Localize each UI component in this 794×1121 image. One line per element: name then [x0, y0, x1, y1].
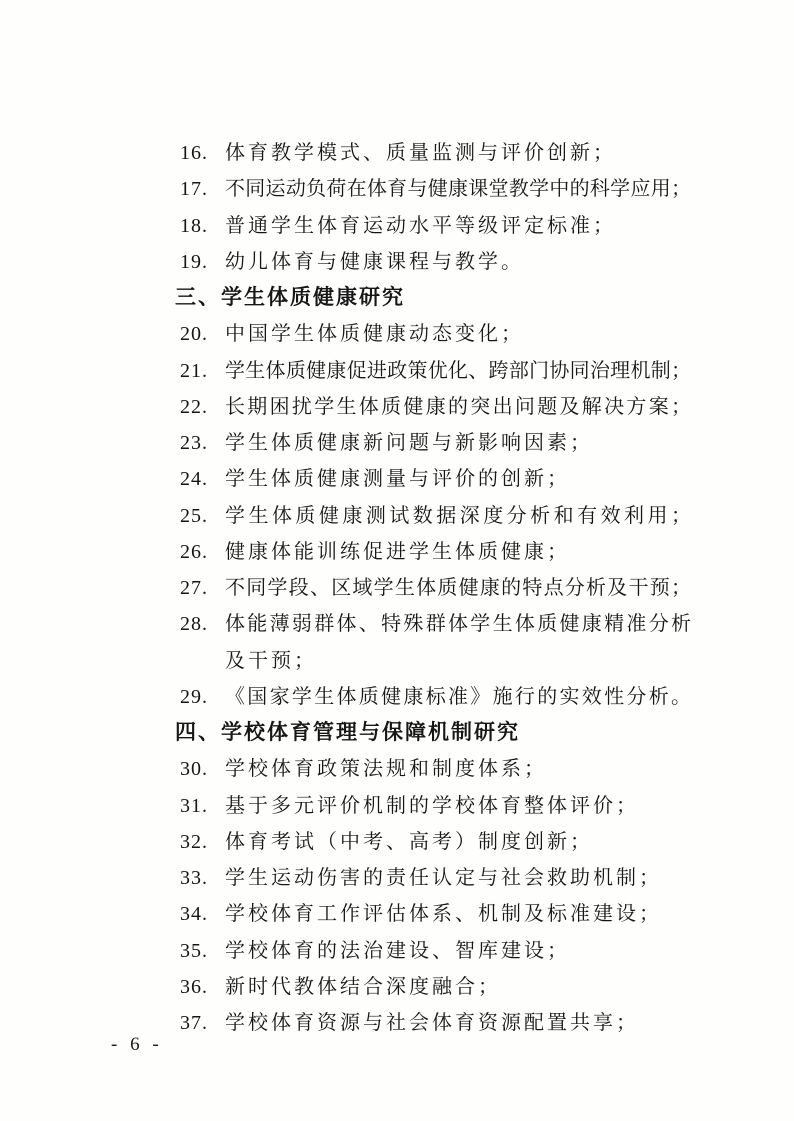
item-text: 不同学段、区域学生体质健康的特点分析及干预； [225, 577, 691, 599]
list-item [180, 244, 692, 280]
item-text: 体能薄弱群体、特殊群体学生体质健康精准分析 [225, 613, 691, 636]
section-heading-text: 三、学生体质健康研究 [175, 286, 405, 309]
section-heading-text: 四、学校体育管理与保障机制研究 [175, 721, 520, 744]
list-item [180, 353, 692, 389]
list-item [180, 1005, 692, 1041]
list-item [180, 461, 692, 497]
item-number: 20. [180, 323, 208, 346]
item-text: 学生体质健康促进政策优化、跨部门协同治理机制； [225, 359, 691, 382]
item-number: 23. [180, 432, 208, 454]
item-number: 25. [180, 504, 208, 527]
item-number: 28. [180, 613, 208, 636]
page-number: - 6 - [111, 1034, 163, 1055]
item-number: 26. [180, 540, 208, 563]
item-text: 及干预； [225, 649, 317, 672]
item-number: 36. [180, 975, 208, 998]
list-item [180, 171, 692, 207]
item-text: 学生体质健康新问题与新影响因素； [225, 432, 593, 454]
item-text: 中国学生体质健康动态变化； [225, 323, 524, 346]
item-text: 学校体育的法治建设、智库建设； [225, 939, 570, 962]
item-number: 35. [180, 939, 208, 962]
list-item [180, 788, 692, 824]
item-text: 学校体育资源与社会体育资源配置共享； [225, 1012, 639, 1034]
item-number: 31. [180, 794, 208, 817]
item-number: 17. [180, 178, 208, 201]
list-item [180, 824, 692, 860]
item-number: 19. [180, 250, 208, 273]
section-heading [175, 280, 692, 316]
item-number: 30. [180, 758, 208, 781]
item-text: 学生体质健康测量与评价的创新； [225, 468, 570, 491]
item-number: 33. [180, 867, 208, 889]
list-item [180, 316, 692, 352]
item-text: 新时代教体结合深度融合； [225, 975, 501, 998]
item-text: 学生体质健康测试数据深度分析和有效利用； [225, 504, 691, 527]
topic-list [175, 135, 692, 1041]
list-item [180, 534, 692, 570]
list-item [180, 389, 692, 425]
item-text: 长期困扰学生体质健康的突出问题及解决方案； [225, 395, 691, 418]
list-item [180, 969, 692, 1005]
list-item [180, 570, 692, 606]
item-text: 体育考试（中考、高考）制度创新； [225, 830, 593, 853]
item-text: 幼儿体育与健康课程与教学。 [225, 250, 524, 273]
item-number: 16. [180, 142, 208, 164]
list-item-continuation [180, 643, 692, 679]
list-item [180, 135, 692, 171]
list-item [180, 896, 692, 932]
list-item [180, 679, 692, 715]
list-item [180, 860, 692, 896]
list-item [180, 208, 692, 244]
item-number: 24. [180, 468, 208, 491]
list-item [180, 606, 692, 642]
item-number: 18. [180, 214, 208, 237]
item-text: 《国家学生体质健康标准》施行的实效性分析。 [225, 685, 691, 708]
item-number: 32. [180, 830, 208, 853]
item-number: 21. [180, 359, 208, 382]
item-number: 27. [180, 577, 208, 599]
item-number: 37. [180, 1012, 208, 1034]
item-text: 基于多元评价机制的学校体育整体评价； [225, 794, 639, 817]
list-item [180, 751, 692, 787]
item-number: 34. [180, 903, 208, 926]
list-item [180, 933, 692, 969]
item-text: 学生运动伤害的责任认定与社会救助机制； [225, 867, 662, 889]
item-number-empty [180, 643, 225, 679]
item-text: 学校体育工作评估体系、机制及标准建设； [225, 903, 662, 926]
list-item [180, 425, 692, 461]
list-item [180, 498, 692, 534]
item-text: 学校体育政策法规和制度体系； [225, 758, 547, 781]
item-text: 健康体能训练促进学生体质健康； [225, 540, 570, 563]
section-heading [175, 715, 692, 751]
item-number: 22. [180, 395, 208, 418]
item-text: 体育教学模式、质量监测与评价创新； [225, 142, 616, 164]
item-text: 不同运动负荷在体育与健康课堂教学中的科学应用； [225, 178, 691, 201]
item-text: 普通学生体育运动水平等级评定标准； [225, 214, 616, 237]
item-number: 29. [180, 685, 208, 708]
